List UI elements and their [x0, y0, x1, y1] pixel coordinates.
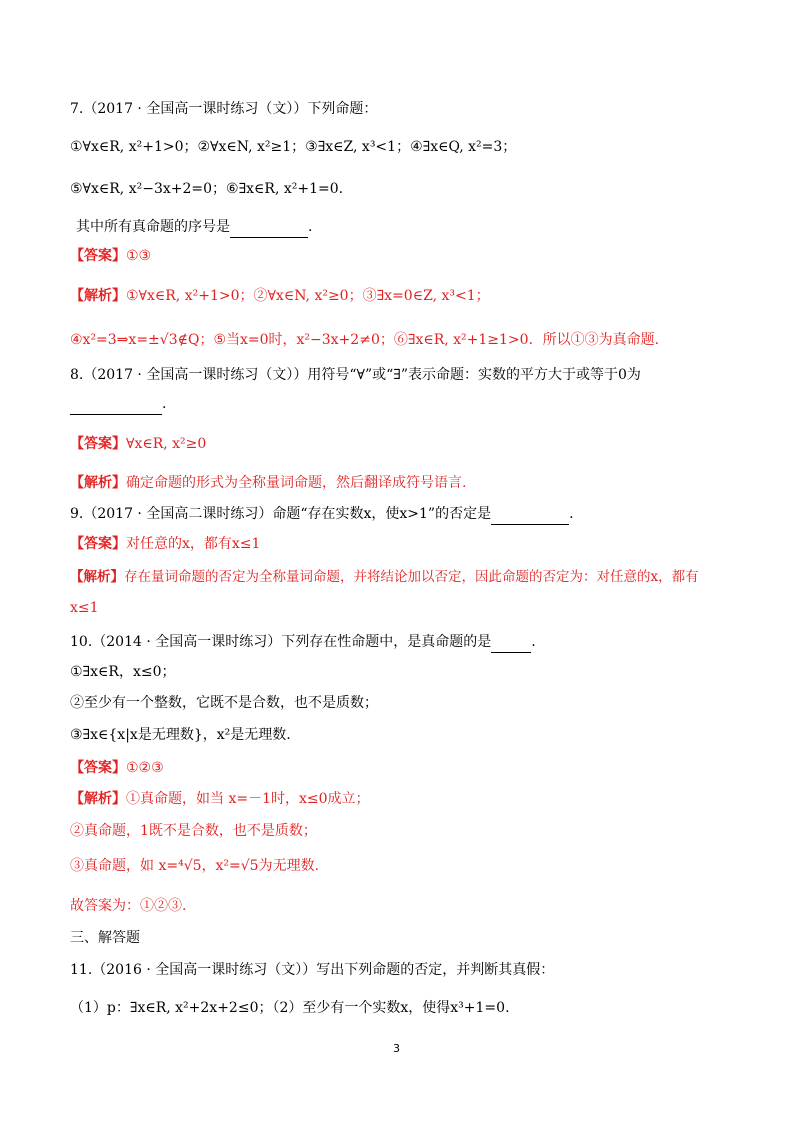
answer-blank [491, 508, 569, 525]
q7-analysis-2: ④x²=3⇒x=±√3∉Q；⑤当x=0时，x²−3x+2≠0；⑥∃x∈R, x²+1≥1>0．所以①③为真命题. [70, 332, 660, 348]
answer-blank [230, 221, 308, 238]
answer-blank [491, 636, 531, 653]
q10-analysis-1: 【解析】①真命题，如当 x=－1时，x≤0成立； [70, 791, 370, 807]
q10-item-1: ①∃x∈R，x≤0； [70, 664, 176, 680]
q10-analysis-2: ②真命题，1既不是合数，也不是质数； [70, 823, 317, 839]
q10-analysis-3: ③真命题，如 x=⁴√5，x²=√5为无理数. [70, 858, 320, 874]
section-heading: 三、解答题 [70, 930, 140, 946]
page-number: 3 [393, 1042, 400, 1055]
answer-blank [70, 398, 162, 415]
q7-answer: 【答案】①③ [70, 248, 152, 264]
q9-answer: 【答案】对任意的x，都有x≤1 [70, 536, 261, 552]
q11-prompt: 11.（2016 · 全国高一课时练习（文））写出下列命题的否定，并判断其真假： [70, 962, 555, 978]
q8-prompt: 8.（2017 · 全国高一课时练习（文））用符号“∀”或“∃”表示命题：实数的平方大于或等于0为 [70, 367, 641, 383]
q8-blank-line: . [70, 393, 733, 415]
q7-propositions-1: ①∀x∈R, x²+1>0；②∀x∈N, x²≥1；③∃x∈Z, x³<1；④∃x∈Q, x²=3； [70, 139, 517, 155]
q10-prompt: 10.（2014 · 全国高一课时练习）下列存在性命题中，是真命题的是 . [70, 631, 733, 653]
q7-analysis-1: 【解析】①∀x∈R, x²+1>0；②∀x∈N, x²≥0；③∃x=0∈Z, x³<1； [70, 288, 490, 304]
q10-item-2: ②至少有一个整数，它既不是合数，也不是质数； [70, 695, 378, 711]
q7-ask: 其中所有真命题的序号是 . [76, 216, 733, 238]
q7-propositions-2: ⑤∀x∈R, x²−3x+2=0；⑥∃x∈R, x²+1=0. [70, 181, 344, 197]
q9-prompt: 9.（2017 · 全国高二课时练习）命题“存在实数x，使x>1”的否定是 . [70, 503, 733, 525]
q10-conclusion: 故答案为：①②③. [70, 898, 187, 914]
q10-answer: 【答案】①②③ [70, 760, 164, 776]
q7-prompt: 7.（2017 · 全国高一课时练习（文））下列命题： [70, 101, 378, 117]
q11-subquestions: （1）p：∃x∈R, x²+2x+2≤0；（2）至少有一个实数x，使得x³+1=0. [70, 1000, 510, 1016]
q9-analysis-1: 【解析】存在量词命题的否定为全称量词命题，并将结论加以否定，因此命题的否定为：对任意的x，都有 [70, 569, 699, 585]
q8-analysis: 【解析】确定命题的形式为全称量词命题，然后翻译成符号语言. [70, 475, 467, 491]
q8-answer: 【答案】∀x∈R, x²≥0 [70, 436, 207, 452]
q10-item-3: ③∃x∈{x|x是无理数}，x²是无理数. [70, 727, 291, 743]
q9-analysis-2: x≤1 [70, 600, 99, 616]
